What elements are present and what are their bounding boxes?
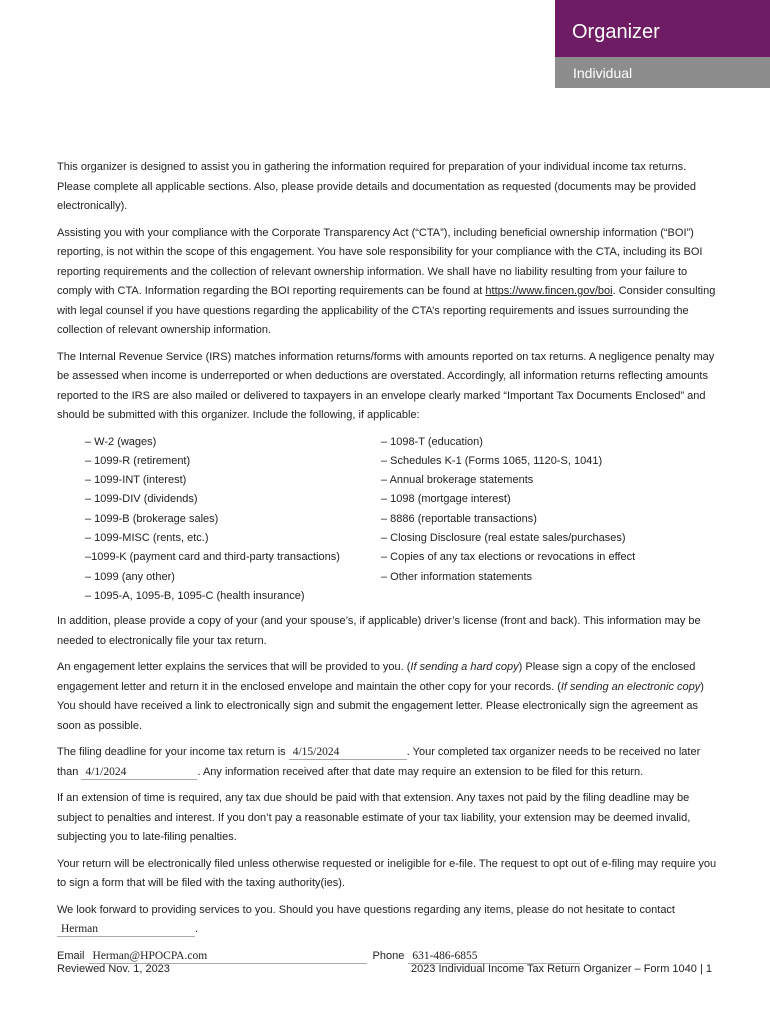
efile-paragraph: Your return will be electronically filed unless otherwise requested or ineligible for e-file. The request to opt out of e-filing may require you to sign a form that will be filed with the taxing authority(ies). [57,857,717,890]
phone-label: Phone [372,949,405,962]
list-item: – 1099-B (brokerage sales) [85,512,219,525]
engagement-text-1: An engagement letter explains the services that will be provided to you. ( [57,661,411,674]
engagement-text-2: ) Please sign a copy of the enclosed engagement letter and return it in the enclosed envelope and maintain the other copy for your records. ( [57,661,696,693]
list-item: – 1099-MISC (rents, etc.) [85,531,209,544]
footer-reviewed-date: Reviewed Nov. 1, 2023 [57,963,170,975]
filing-deadline-field[interactable]: 4/15/2024 [289,745,407,760]
list-item: – W-2 (wages) [85,435,157,448]
list-item: – 1098 (mortgage interest) [381,493,511,506]
email-field[interactable]: Herman@HPOCPA.com [89,949,367,964]
documents-list-right [381,433,635,607]
cta-paragraph [57,224,717,341]
cta-text-after: . Consider consulting with legal counsel if you have questions regarding the applicability of the CTA’s reporting requirements and issues surrounding the collection of relevant ownership information. [57,285,716,336]
deadline-text-1: The filing deadline for your income tax return is [57,746,289,759]
cta-text-before: Assisting you with your compliance with the Corporate Transparency Act (“CTA”), including beneficial ownership information (“BOI”) reporting, is not within the scope of this engagement. You have sole responsibility for your compliance with the CTA, including its BOI reporting requirements and the collection of relevant ownership information. We shall have no liability resulting from your failure to comply with CTA. Information regarding the BOI reporting requirements can be found at [57,226,703,297]
page-footer [57,963,712,975]
license-paragraph: In addition, please provide a copy of your (and your spouse’s, if applicable) driver’s license (front and back). This information may be needed to electronically file your tax return. [57,615,701,647]
header-banner [555,0,770,88]
closing-paragraph [57,901,717,940]
deadline-paragraph [57,743,717,782]
list-item: – 1099-R (retirement) [85,454,191,467]
phone-field[interactable]: 631-486-6855 [408,949,580,964]
closing-period: . [195,923,199,936]
list-item: – 8886 (reportable transactions) [381,512,537,525]
closing-text: We look forward to providing services to you. Should you have questions regarding any items, please do not hesitate to contact [57,903,675,916]
intro-paragraph: This organizer is designed to assist you in gathering the information required for preparation of your individual income tax returns. Please complete all applicable sections. Also, please provide details and documentation as requested (documents may be provided electronically). [57,161,696,212]
list-item: – 1099-INT (interest) [85,474,187,487]
engagement-italic-1: If sending a hard copy [410,661,519,674]
documents-lists [57,433,717,607]
documents-list-left [57,433,381,607]
document-body [57,158,717,966]
fincen-boi-link[interactable]: https://www.fincen.gov/boi [485,285,613,297]
contact-name-field[interactable]: Herman [57,922,195,937]
banner-subtitle-bar [555,57,770,88]
deadline-text-2: . Your completed tax organizer needs to be received no later than [57,746,701,778]
list-item: – 1095-A, 1095-B, 1095-C (health insurance) [85,589,305,602]
banner-title-bar [555,0,770,57]
deadline-text-3: . Any information received after that date may require an extension to be filed for this return. [197,765,644,778]
list-item: – 1099-DIV (dividends) [85,493,198,506]
engagement-text-3: ) You should have received a link to electronically sign and submit the engagement letter. Please electronically sign the agreement as soon as possible. [57,680,704,732]
list-item: – Annual brokerage statements [381,474,534,487]
list-item: – Copies of any tax elections or revocations in effect [381,551,636,564]
list-item: – Closing Disclosure (real estate sales/purchases) [381,531,626,544]
list-item: –1099-K (payment card and third-party transactions) [85,551,340,564]
list-item: – 1099 (any other) [85,570,175,583]
banner-title: Organizer [572,21,660,43]
list-item: – 1098-T (education) [381,435,483,448]
irs-paragraph: The Internal Revenue Service (IRS) matches information returns/forms with amounts reported on tax returns. A negligence penalty may be assessed when income is underreported or when deductions are overstated. Accordingly, all information returns reflecting amounts reported to the IRS are also mailed or delivered to taxpayers in an envelope clearly marked “Important Tax Documents Enclosed” and should be submitted with this organizer. Include the following, if applicable: [57,350,715,421]
footer-form-title: 2023 Individual Income Tax Return Organizer – Form 1040 | 1 [410,963,712,975]
received-by-date-field[interactable]: 4/1/2024 [81,765,197,780]
list-item: – Other information statements [381,570,533,583]
extension-paragraph: If an extension of time is required, any tax due should be paid with that extension. Any taxes not paid by the filing deadline may be subject to penalties and interest. If you don’t pay a reasonable estimate of your tax liability, your extension may be deemed invalid, subjecting you to late-filing penalties. [57,792,691,844]
engagement-italic-2: If sending an electronic copy [560,680,701,693]
engagement-paragraph [57,658,717,736]
banner-subtitle: Individual [573,64,633,81]
list-item: – Schedules K-1 (Forms 1065, 1120-S, 1041) [381,454,603,467]
email-label: Email [57,949,85,962]
